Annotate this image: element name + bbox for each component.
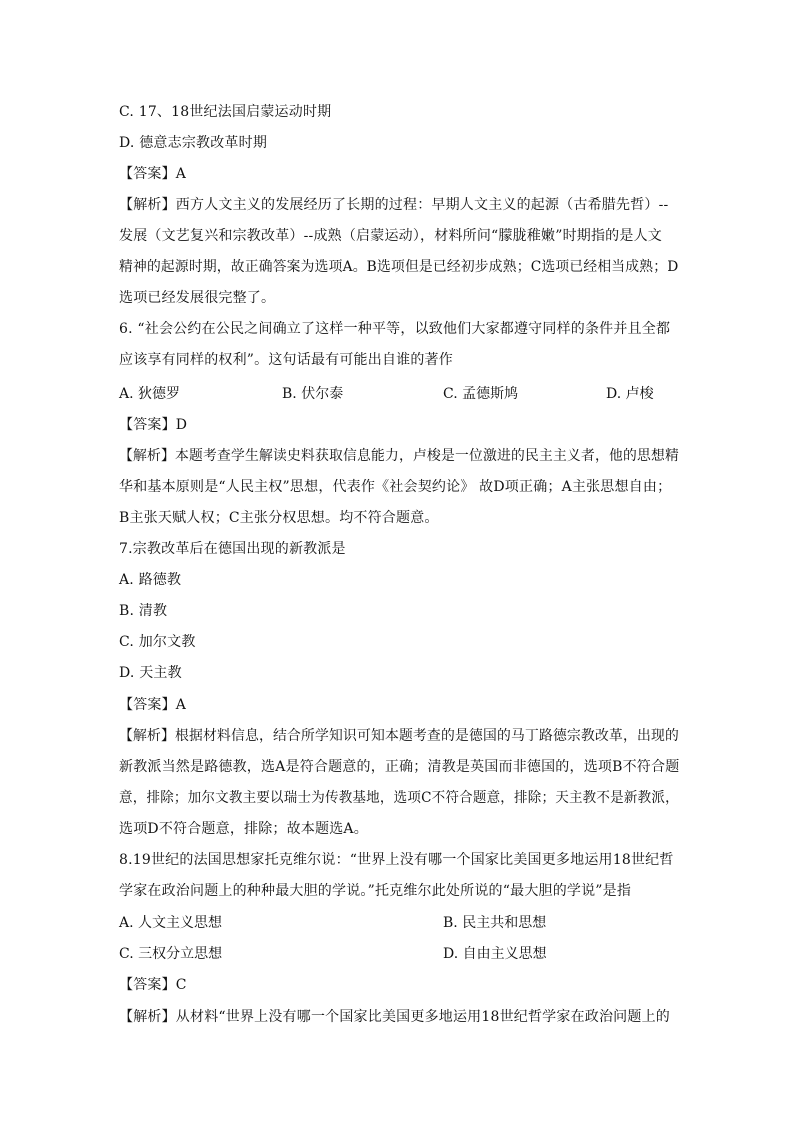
q7-analysis-line: 【解析】根据材料信息，结合所学知识可知本题考查的是德国的马丁路德宗教改革，出现的	[119, 728, 680, 744]
q7-option-a: A. 路德教	[119, 572, 182, 588]
q5-analysis-line: 【解析】西方人文主义的发展经历了长期的过程：早期人文主义的起源（古希腊先哲）--	[119, 197, 669, 213]
q7-answer: 【答案】A	[119, 697, 187, 713]
q6-option-b: B. 伏尔泰	[282, 386, 344, 402]
q6-option-c: C. 孟德斯鸠	[443, 386, 519, 402]
q8-option-c: C. 三权分立思想	[119, 946, 223, 962]
q5-option-c: C. 17、18世纪法国启蒙运动时期	[119, 104, 332, 120]
q7-analysis-line: 选项D不符合题意，排除；故本题选A。	[119, 821, 368, 837]
q7-option-d: D. 天主教	[119, 665, 182, 681]
q6-option-a: A. 狄德罗	[119, 386, 181, 402]
q8-answer: 【答案】C	[119, 977, 187, 993]
q5-analysis-line: 发展（文艺复兴和宗教改革）--成熟（启蒙运动），材料所问“朦胧稚嫩”时期指的是人文	[119, 228, 662, 244]
q6-stem-line: 6. “社会公约在公民之间确立了这样一种平等，以致他们大家都遵守同样的条件并且全都	[119, 321, 671, 337]
q8-option-b: B. 民主共和思想	[443, 915, 547, 931]
q5-answer: 【答案】A	[119, 166, 187, 182]
q7-analysis-line: 新教派当然是路德教，选A是符合题意的，正确；清教是英国而非德国的，选项B不符合题	[119, 759, 680, 775]
q7-option-c: C. 加尔文教	[119, 634, 196, 650]
q5-analysis-line: 选项已经发展很完整了。	[119, 290, 276, 306]
q8-analysis-line: 【解析】从材料“世界上没有哪一个国家比美国更多地运用18世纪哲学家在政治问题上的	[119, 1009, 670, 1025]
q8-option-d: D. 自由主义思想	[443, 946, 547, 962]
q6-stem-line: 应该享有同样的权利”。这句话最有可能出自谁的著作	[119, 352, 453, 368]
q6-answer: 【答案】D	[119, 417, 188, 433]
q8-stem-line: 8.19世纪的法国思想家托克维尔说：“世界上没有哪一个国家比美国更多地运用18世纪哲	[119, 852, 674, 868]
q7-analysis-line: 意，排除；加尔文教主要以瑞士为传教基地，选项C不符合题意，排除；天主教不是新教派，	[119, 790, 679, 806]
q8-stem-line: 学家在政治问题上的种种最大胆的学说。”托克维尔此处所说的“最大胆的学说”是指	[119, 883, 632, 899]
q5-option-d: D. 德意志宗教改革时期	[119, 135, 268, 151]
q7-option-b: B. 清教	[119, 603, 168, 619]
q8-option-a: A. 人文主义思想	[119, 915, 223, 931]
q5-analysis-line: 精神的起源时期，故正确答案为选项A。B选项但是已经初步成熟；C选项已经相当成熟；D	[119, 259, 679, 275]
q7-stem: 7.宗教改革后在德国出现的新教派是	[119, 541, 346, 557]
q6-analysis-line: 【解析】本题考查学生解读史料获取信息能力，卢梭是一位激进的民主主义者，他的思想精	[119, 448, 680, 464]
q6-option-d: D. 卢梭	[606, 386, 654, 402]
q6-analysis-line: B主张天赋人权；C主张分权思想。均不符合题意。	[119, 510, 439, 526]
q6-analysis-line: 华和基本原则是“人民主权”思想，代表作《社会契约论》 故D项正确；A主张思想自由；	[119, 479, 672, 495]
